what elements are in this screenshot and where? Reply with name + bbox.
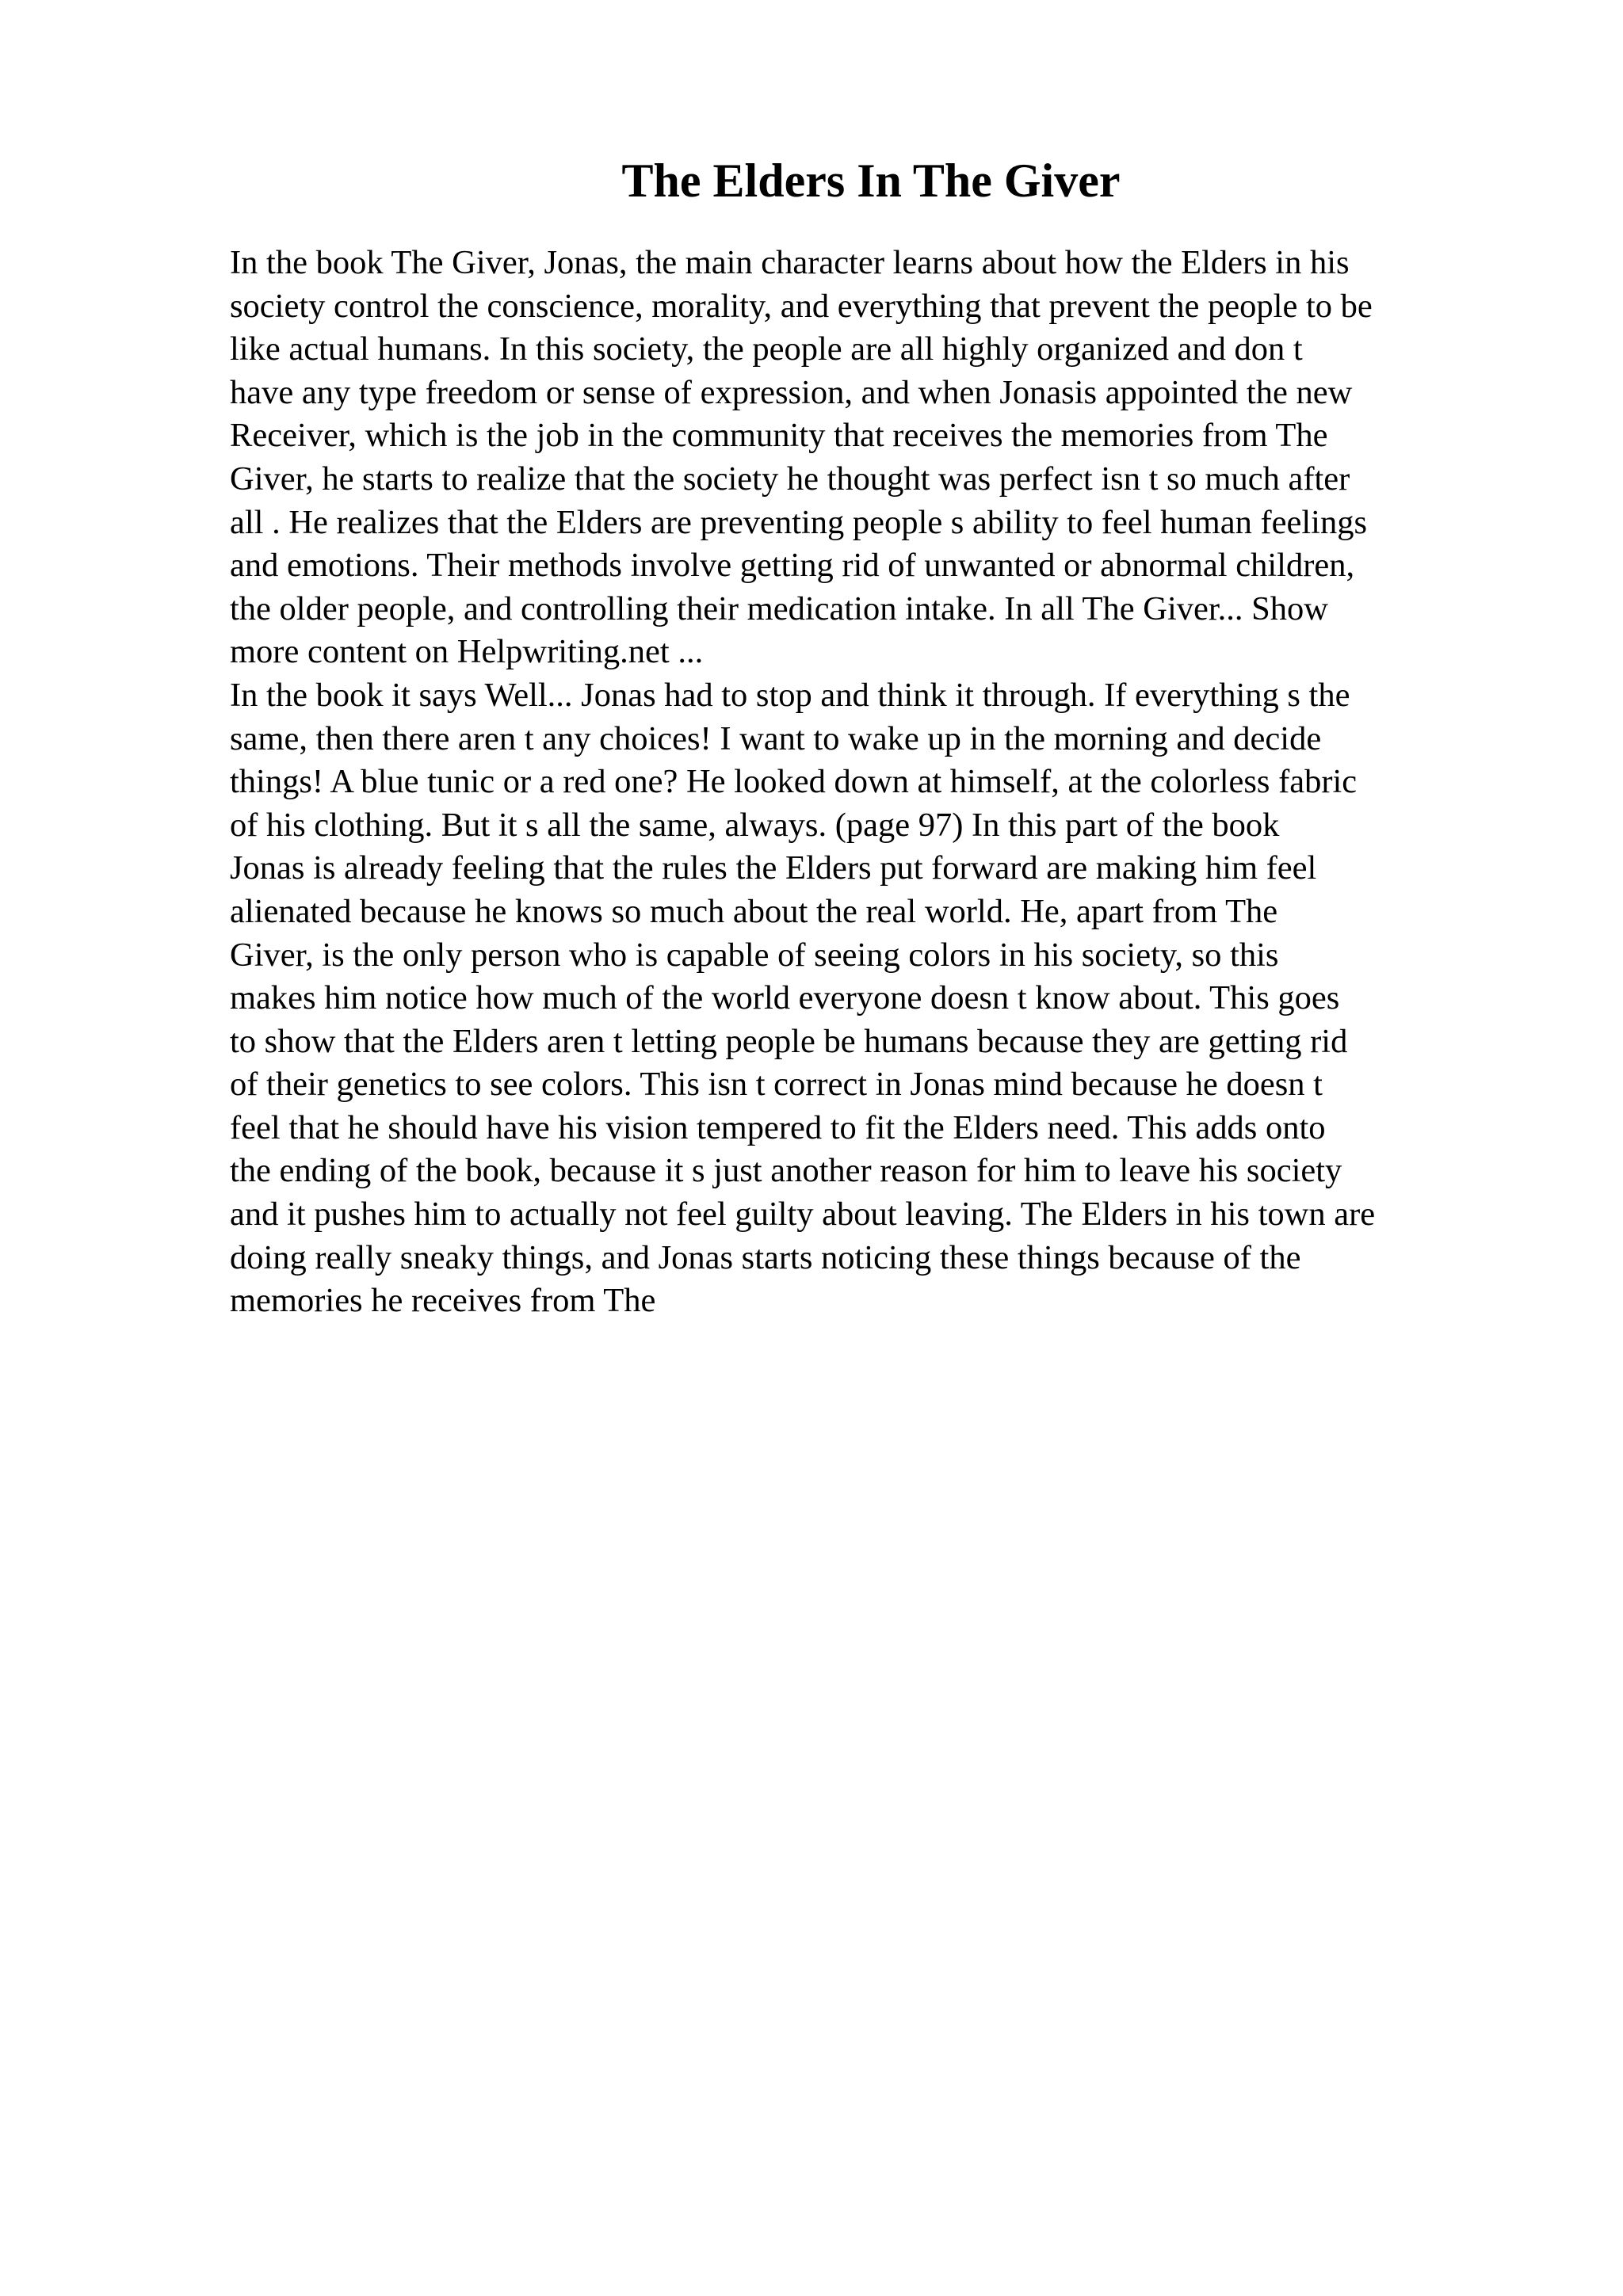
- body-text-line: Jonas is already feeling that the rules the Elders put forward are making him feel: [230, 849, 1317, 887]
- body-text-line: society control the conscience, morality, and everything that prevent the people to be: [230, 287, 1373, 325]
- document-body: [230, 242, 1498, 1323]
- body-text-line: Receiver, which is the job in the community that receives the memories from The: [230, 417, 1328, 455]
- document-title: The Elders In The Giver: [621, 154, 1121, 207]
- body-text-line: things! A blue tunic or a red one? He looked down at himself, at the colorless fabric: [230, 763, 1358, 801]
- body-text-line: same, then there aren t any choices! I want to wake up in the morning and decide: [230, 719, 1322, 757]
- body-text-line: doing really sneaky things, and Jonas starts noticing these things because of the: [230, 1238, 1301, 1276]
- body-text-line: have any type freedom or sense of expression, and when Jonasis appointed the new: [230, 373, 1353, 411]
- body-text-line: of their genetics to see colors. This isn t correct in Jonas mind because he doesn t: [230, 1066, 1323, 1104]
- body-text-line: and it pushes him to actually not feel guilty about leaving. The Elders in his town are: [230, 1196, 1376, 1234]
- body-text-line: of his clothing. But it s all the same, always. (page 97) In this part of the book: [230, 806, 1280, 844]
- body-text-line: like actual humans. In this society, the people are all highly organized and don t: [230, 330, 1303, 368]
- body-text-line: In the book it says Well... Jonas had to stop and think it through. If everything s the: [230, 676, 1350, 714]
- body-text-line: all . He realizes that the Elders are preventing people s ability to feel human feelings: [230, 503, 1368, 541]
- body-text-line: Giver, is the only person who is capable of seeing colors in his society, so this: [230, 936, 1279, 974]
- body-text-line: Giver, he starts to realize that the society he thought was perfect isn t so much after: [230, 460, 1350, 498]
- body-text-line: feel that he should have his vision tempered to fit the Elders need. This adds onto: [230, 1108, 1326, 1146]
- body-text-line: alienated because he knows so much about the real world. He, apart from The: [230, 892, 1278, 930]
- body-text-line: In the book The Giver, Jonas, the main character learns about how the Elders in his: [230, 244, 1350, 281]
- body-text-line: to show that the Elders aren t letting people be humans because they are getting rid: [230, 1022, 1348, 1060]
- body-text-line: the older people, and controlling their medication intake. In all The Giver... Show: [230, 589, 1329, 627]
- body-text-line: memories he receives from The: [230, 1282, 656, 1320]
- body-text-line: more content on Helpwriting.net ...: [230, 633, 704, 671]
- body-text-line: and emotions. Their methods involve getting rid of unwanted or abnormal children,: [230, 547, 1355, 585]
- body-text-line: makes him notice how much of the world everyone doesn t know about. This goes: [230, 979, 1340, 1017]
- body-text-line: the ending of the book, because it s just another reason for him to leave his society: [230, 1152, 1342, 1190]
